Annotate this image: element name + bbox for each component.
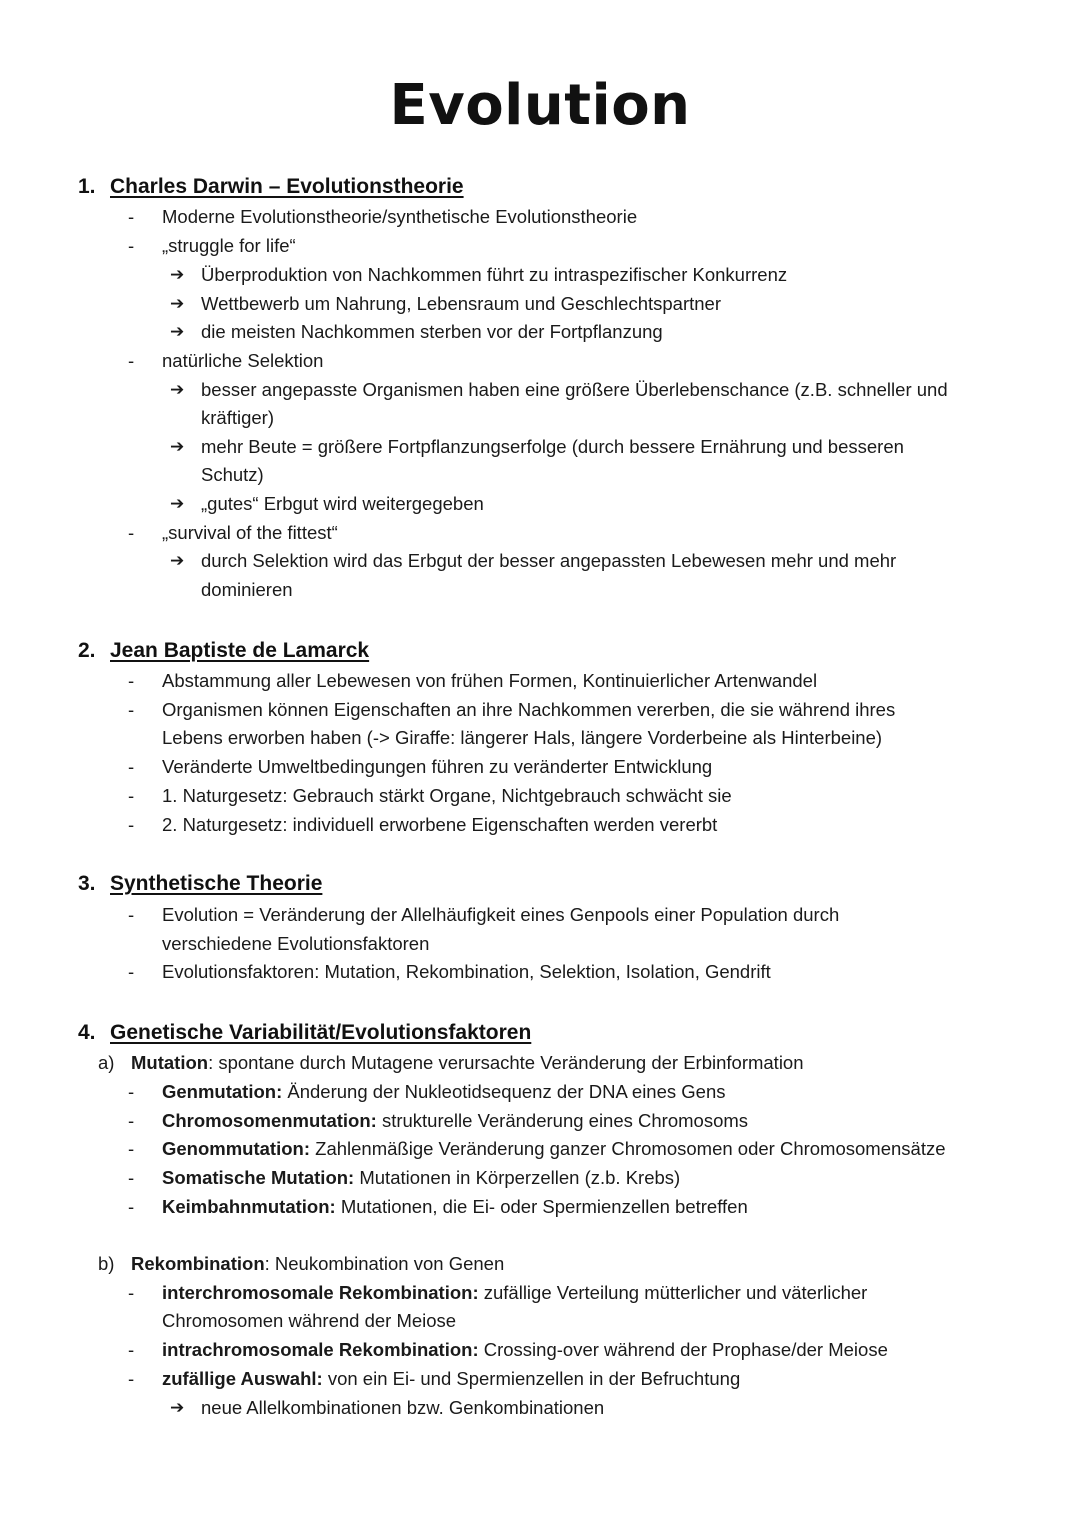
dash-bullet: - [128,522,135,543]
list-item: mehr Beute = größere Fortpflanzungserfolge (durch bessere Ernährung und besseren [201,436,904,457]
list-item: neue Allelkombinationen bzw. Genkombinationen [201,1397,605,1418]
list-item: Evolution = Veränderung der Allelhäufigkeit eines Genpools einer Population durch [162,904,840,925]
list-item: 1. Naturgesetz: Gebrauch stärkt Organe, Nichtgebrauch schwächt sie [162,785,732,806]
list-item: zufällige Auswahl: von ein Ei- und Spermienzellen in der Befruchtung [162,1368,741,1389]
dash-bullet: - [128,1368,135,1389]
dash-bullet: - [128,1138,135,1159]
list-item-continued: Chromosomen während der Meiose [162,1310,457,1331]
list-item-continued: dominieren [201,579,293,600]
dash-bullet: - [128,1110,135,1131]
list-item: Evolutionsfaktoren: Mutation, Rekombination, Selektion, Isolation, Gendrift [162,961,771,982]
list-item: besser angepasste Organismen haben eine größere Überlebenschance (z.B. schneller und [201,379,948,400]
section-heading-synthetische-theorie: 3. Synthetische Theorie [78,872,323,895]
list-item: Somatische Mutation: Mutationen in Körperzellen (z.b. Krebs) [162,1167,681,1188]
subsection-heading-mutation: Mutation: spontane durch Mutagene verursachte Veränderung der Erbinformation [131,1052,804,1073]
list-item: durch Selektion wird das Erbgut der besser angepassten Lebewesen mehr und mehr [201,550,897,571]
subsection-letter: a) [98,1052,115,1073]
arrow-right-icon: ➔ [170,322,185,341]
list-item: interchromosomale Rekombination: zufällige Verteilung mütterlicher und väterlicher [162,1282,868,1303]
list-item: natürliche Selektion [162,350,324,371]
list-item-continued: kräftiger) [201,407,274,428]
dash-bullet: - [128,785,135,806]
dash-bullet: - [128,1196,135,1217]
arrow-right-icon: ➔ [170,294,185,313]
list-item: Abstammung aller Lebewesen von frühen Formen, Kontinuierlicher Artenwandel [162,670,818,691]
list-item: „survival of the fittest“ [162,522,338,543]
dash-bullet: - [128,1282,135,1303]
dash-bullet: - [128,206,135,227]
list-item-continued: verschiedene Evolutionsfaktoren [162,933,430,954]
list-item: Wettbewerb um Nahrung, Lebensraum und Geschlechtspartner [201,293,721,314]
list-item-continued: Lebens erworben haben (-> Giraffe: längerer Hals, längere Vorderbeine als Hinterbeine) [162,727,883,748]
list-item: 2. Naturgesetz: individuell erworbene Eigenschaften werden vererbt [162,814,718,835]
list-item: Veränderte Umweltbedingungen führen zu veränderter Entwicklung [162,756,713,777]
list-item: „gutes“ Erbgut wird weitergegeben [201,493,484,514]
arrow-right-icon: ➔ [170,494,185,513]
dash-bullet: - [128,670,135,691]
section-heading-darwin: 1. Charles Darwin – Evolutionstheorie [78,175,464,198]
list-item-continued: Schutz) [201,464,264,485]
arrow-right-icon: ➔ [170,1398,185,1417]
arrow-right-icon: ➔ [170,380,185,399]
dash-bullet: - [128,904,135,925]
list-item: Keimbahnmutation: Mutationen, die Ei- oder Spermienzellen betreffen [162,1196,748,1217]
dash-bullet: - [128,350,135,371]
section-heading-lamarck: 2. Jean Baptiste de Lamarck [78,639,370,662]
page-title: Evolution [389,73,691,138]
subsection-letter: b) [98,1253,115,1274]
arrow-right-icon: ➔ [170,265,185,284]
list-item: Chromosomenmutation: strukturelle Veränderung eines Chromosoms [162,1110,749,1131]
dash-bullet: - [128,235,135,256]
dash-bullet: - [128,756,135,777]
dash-bullet: - [128,1339,135,1360]
list-item: die meisten Nachkommen sterben vor der Fortpflanzung [201,321,663,342]
list-item: Organismen können Eigenschaften an ihre Nachkommen vererben, die sie während ihres [162,699,896,720]
list-item: Moderne Evolutionstheorie/synthetische Evolutionstheorie [162,206,638,227]
dash-bullet: - [128,699,135,720]
section-heading-genetische-variabilitaet: 4. Genetische Variabilität/Evolutionsfaktoren [78,1021,532,1044]
dash-bullet: - [128,814,135,835]
subsection-heading-rekombination: Rekombination: Neukombination von Genen [131,1253,505,1274]
list-item: intrachromosomale Rekombination: Crossing-over während der Prophase/der Meiose [162,1339,888,1360]
dash-bullet: - [128,1081,135,1102]
list-item: „struggle for life“ [162,235,296,256]
dash-bullet: - [128,961,135,982]
list-item: Genmutation: Änderung der Nukleotidsequenz der DNA eines Gens [162,1081,726,1102]
arrow-right-icon: ➔ [170,437,185,456]
list-item: Genommutation: Zahlenmäßige Veränderung ganzer Chromosomen oder Chromosomensätze [162,1138,946,1159]
list-item: Überproduktion von Nachkommen führt zu intraspezifischer Konkurrenz [201,264,788,285]
arrow-right-icon: ➔ [170,551,185,570]
dash-bullet: - [128,1167,135,1188]
